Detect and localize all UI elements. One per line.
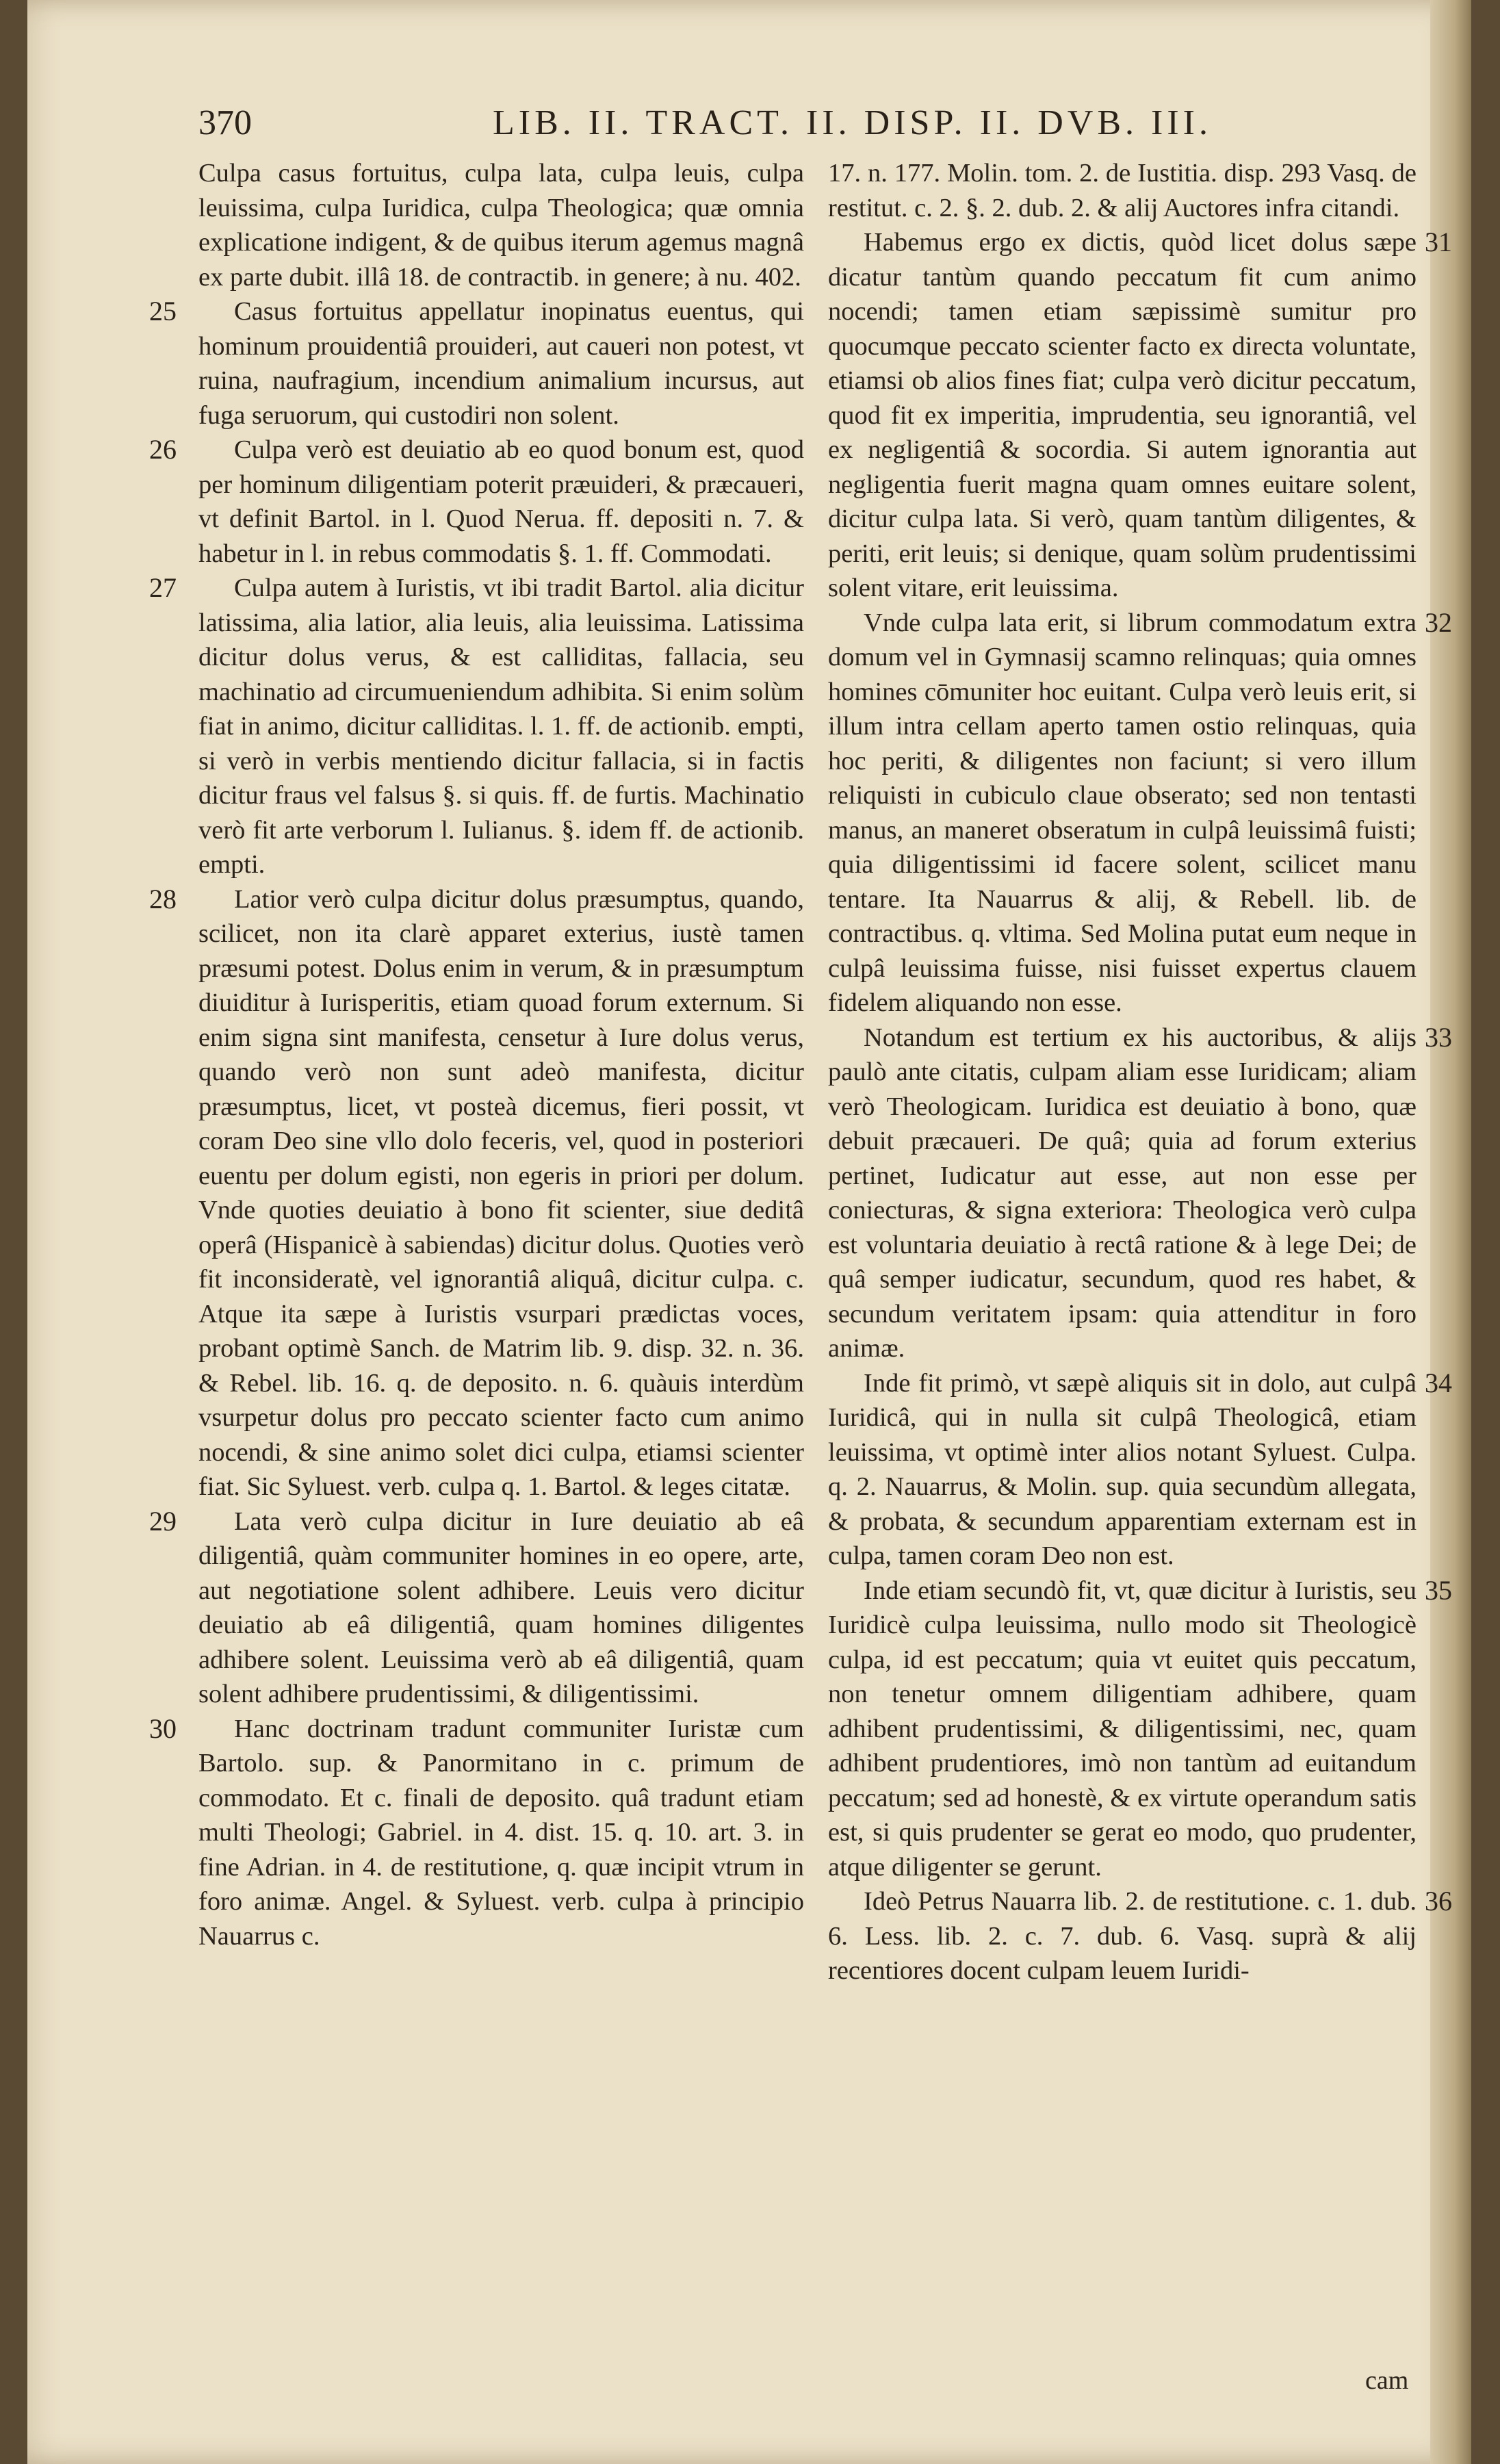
margin-paragraph-number: 34: [1425, 1367, 1452, 1398]
book-page: [27, 0, 1471, 2464]
catchword: cam: [1365, 2366, 1409, 2395]
paragraph: [828, 225, 1452, 606]
paragraph: [149, 571, 804, 882]
paragraph: [198, 156, 804, 294]
paragraph: [828, 1574, 1452, 1885]
margin-paragraph-number: 25: [149, 296, 177, 326]
paragraph: [828, 156, 1417, 225]
paragraph-text: Latior verò culpa dicitur dolus præsumptus, quando, scilicet, non ita clarè apparet exterius, iustè tamen præsumi potest. Dolus enim in verum, & in præsumptum diuiditur à Iurisperitis, etiam quoad forum externum. Si enim signa sint manifesta, censetur à Iure dolus verus, quando verò non sunt adeò manifesta, dicitur præsumptus, licet, vt posteà dicemus, fieri possit, vt coram Deo sine vllo dolo feceris, vel, quod in posteriori euentu per dolum egisti, non egeris in priori per dolum. Vnde quoties deuiatio à bono fit scienter, siue deditâ operâ (Hispanicè à sabiendas) dicitur dolus. Quoties verò fit inconsideratè, vel ignorantiâ aliquâ, dicitur culpa. c. Atque ita sæpe à Iuristis vsurpari prædictas voces, probant optimè Sanch. de Matrim lib. 9. disp. 32. n. 36. & Rebel. lib. 16. q. de deposito. n. 6. quàuis interdùm vsurpetur dolus pro peccato scienter facto cum animo nocendi, & sine animo solet dici culpa, etiamsi scienter fiat. Sic Syluest. verb. culpa q. 1. Bartol. & leges citatæ.: [198, 884, 804, 1501]
paragraph: [149, 882, 804, 1504]
paragraph-text: Notandum est tertium ex his auctoribus, & alijs paulò ante citatis, culpam aliam esse Iuridicam; aliam verò Theologicam. Iuridica est deuiatio à bono, quæ debuit præcaueri. De quâ; quia ad forum exterius pertinet, Iudicatur aut esse, aut non esse per coniecturas, & signa exteriora: Theologica verò culpa est voluntaria deuiatio à rectâ ratione & à lege Dei; de quâ semper iudicatur, secundum, quod res habet, & secundum veritatem ipsam: quia attenditur in foro animæ.: [828, 1023, 1417, 1363]
running-title: LIB. II. TRACT. II. DISP. II. DVB. III.: [493, 103, 1212, 142]
paragraph-text: Inde etiam secundò fit, vt, quæ dicitur à Iuristis, seu Iuridicè culpa leuissima, nullo modo sit Theologicè culpa, id est peccatum; quia vt euitet quis peccatum, non tenetur omnem diligentiam adhibere, quam adhibent prudentissimi, & diligentissimi, nec, quam adhibent prudentiores, imò non tantùm ad euitandum peccatum; sed ad honestè, & ex virtute operandum satis est, si quis prudenter se gerat eo modo, quo prudenter, atque diligenter se gerunt.: [828, 1576, 1417, 1882]
paragraph: [149, 294, 804, 433]
paragraph-text: Ideò Petrus Nauarra lib. 2. de restitutione. c. 1. dub. 6. Less. lib. 2. c. 7. dub. 6. Vasq. suprà & alij recentiores docent culpam leuem Iuridi-: [828, 1887, 1417, 1985]
paragraph-text: Culpa casus fortuitus, culpa lata, culpa leuis, culpa leuissima, culpa Iuridica, culpa Theologica; quæ omnia explicatione indigent, & de quibus iterum agemus magnâ ex parte dubit. illâ 18. de contractib. in genere; à nu. 402.: [198, 159, 804, 292]
paragraph-text: Casus fortuitus appellatur inopinatus euentus, qui hominum prouidentiâ prouideri, aut caueri non potest, vt ruina, naufragium, incendium animalium incursus, aut fuga seruorum, qui custodiri non solent.: [198, 297, 804, 430]
page-gutter-fold: [1430, 0, 1471, 2464]
paragraph: [149, 1712, 804, 1954]
right-column: [828, 156, 1452, 1988]
paragraph-text: Hanc doctrinam tradunt communiter Iuristæ cum Bartolo. sup. & Panormitano in c. primum de commodato. Et c. finali de deposito. quâ tradunt etiam multi Theologi; Gabriel. in 4. dist. 15. q. 10. art. 3. in fine Adrian. in 4. de restitutione, q. quæ incipit vtrum in foro animæ. Angel. & Syluest. verb. culpa à principio Nauarrus c.: [198, 1714, 804, 1951]
left-column: [149, 156, 804, 1953]
margin-paragraph-number: 36: [1425, 1886, 1452, 1916]
paragraph: [149, 1504, 804, 1712]
running-header: [157, 103, 1403, 151]
margin-paragraph-number: 35: [1425, 1574, 1452, 1606]
paragraph: [828, 1021, 1452, 1366]
paragraph-text: 17. n. 177. Molin. tom. 2. de Iustitia. disp. 293 Vasq. de restitut. c. 2. §. 2. dub. 2. & alij Auctores infra citandi.: [828, 159, 1417, 222]
paragraph-text: Lata verò culpa dicitur in Iure deuiatio ab eâ diligentiâ, quàm communiter homines in eo opere, arte, aut negotiatione solent adhibere. Leuis vero dicitur deuiatio ab eâ diligentiâ, quam homines diligentes adhibere solent. Leuissima verò ab eâ diligentiâ, quam solent adhibere prudentissimi, & diligentissimi.: [198, 1506, 804, 1708]
margin-paragraph-number: 33: [1425, 1021, 1452, 1053]
paragraph: [149, 433, 804, 571]
margin-paragraph-number: 31: [1425, 227, 1452, 257]
margin-paragraph-number: 30: [149, 1712, 177, 1744]
page-number: 370: [198, 103, 252, 142]
paragraph-text: Vnde culpa lata erit, si librum commodatum extra domum vel in Gymnasij scamno relinquas; quia omnes homines cōmuniter hoc euitant. Culpa verò leuis erit, si illum intra cellam aperto tamen ostio relinquas, quia hoc periti, & diligentes non faciunt; si vero illum reliquisti in cubiculo claue obserato; sed non tentasti manus, an maneret obseratum in culpâ leuissimâ fuisti; quia diligentissimi id facere solent, scilicet manu tentare. Ita Nauarrus & alij, & Rebell. lib. de contractibus. q. vltima. Sed Molina putat eum neque in culpâ leuissima fuisse, nisi fuisset expertus clauem fidelem aliquando non esse.: [828, 608, 1417, 1017]
margin-paragraph-number: 26: [149, 434, 177, 465]
paragraph: [828, 606, 1452, 1021]
margin-paragraph-number: 32: [1425, 606, 1452, 638]
paragraph-text: Habemus ergo ex dictis, quòd licet dolus sæpe dicatur tantùm quando peccatum fit cum animo nocendi; tamen etiam sæpissimè sumitur pro quocumque peccato scienter facto ex directa voluntate, etiamsi ob alios fines fiat; culpa verò dicitur peccatum, quod fit ex imperitia, imprudentia, seu ignorantiâ, vel ex negligentiâ & socordia. Si autem ignorantia aut negligentia fuerit magna quam omnes euitare solent, dicitur culpa lata. Si verò, quam tantùm diligentes, & periti, erit leuis; si denique, quam solùm prudentissimi solent vitare, erit leuissima.: [828, 228, 1417, 602]
margin-paragraph-number: 28: [149, 883, 177, 914]
paragraph-text: Culpa autem à Iuristis, vt ibi tradit Bartol. alia dicitur latissima, alia latior, alia leuis, alia leuissima. Latissima dicitur dolus verus, & est calliditas, fallacia, seu machinatio ad circumueniendum adhibita. Si enim solùm fiat in animo, dicitur calliditas. l. 1. ff. de actionib. empti, si verò in verbis mentiendo dicitur fallacia, si in factis dicitur fraus vel falsus §. si quis. ff. de furtis. Machinatio verò fit arte verborum l. Iulianus. §. idem ff. de actionib. empti.: [198, 574, 804, 879]
margin-paragraph-number: 27: [149, 572, 177, 603]
paragraph-text: Inde fit primò, vt sæpè aliquis sit in dolo, aut culpâ Iuridicâ, qui in nulla sit culpâ Theologicâ, etiam leuissima, vt optimè inter alios notant Syluest. Culpa. q. 2. Nauarrus, & Molin. sup. quia secundùm allegata, & probata, & secundum apparentiam externam est in culpa, tamen coram Deo non est.: [828, 1368, 1417, 1570]
paragraph: [828, 1884, 1452, 1988]
paragraph-text: Culpa verò est deuiatio ab eo quod bonum est, quod per hominum diligentiam poterit præuideri, & præcaueri, vt definit Bartol. in l. Quod Nerua. ff. depositi n. 7. & habetur in l. in rebus commodatis §. 1. ff. Commodati.: [198, 435, 804, 568]
margin-paragraph-number: 29: [149, 1505, 177, 1537]
paragraph: [828, 1366, 1452, 1574]
